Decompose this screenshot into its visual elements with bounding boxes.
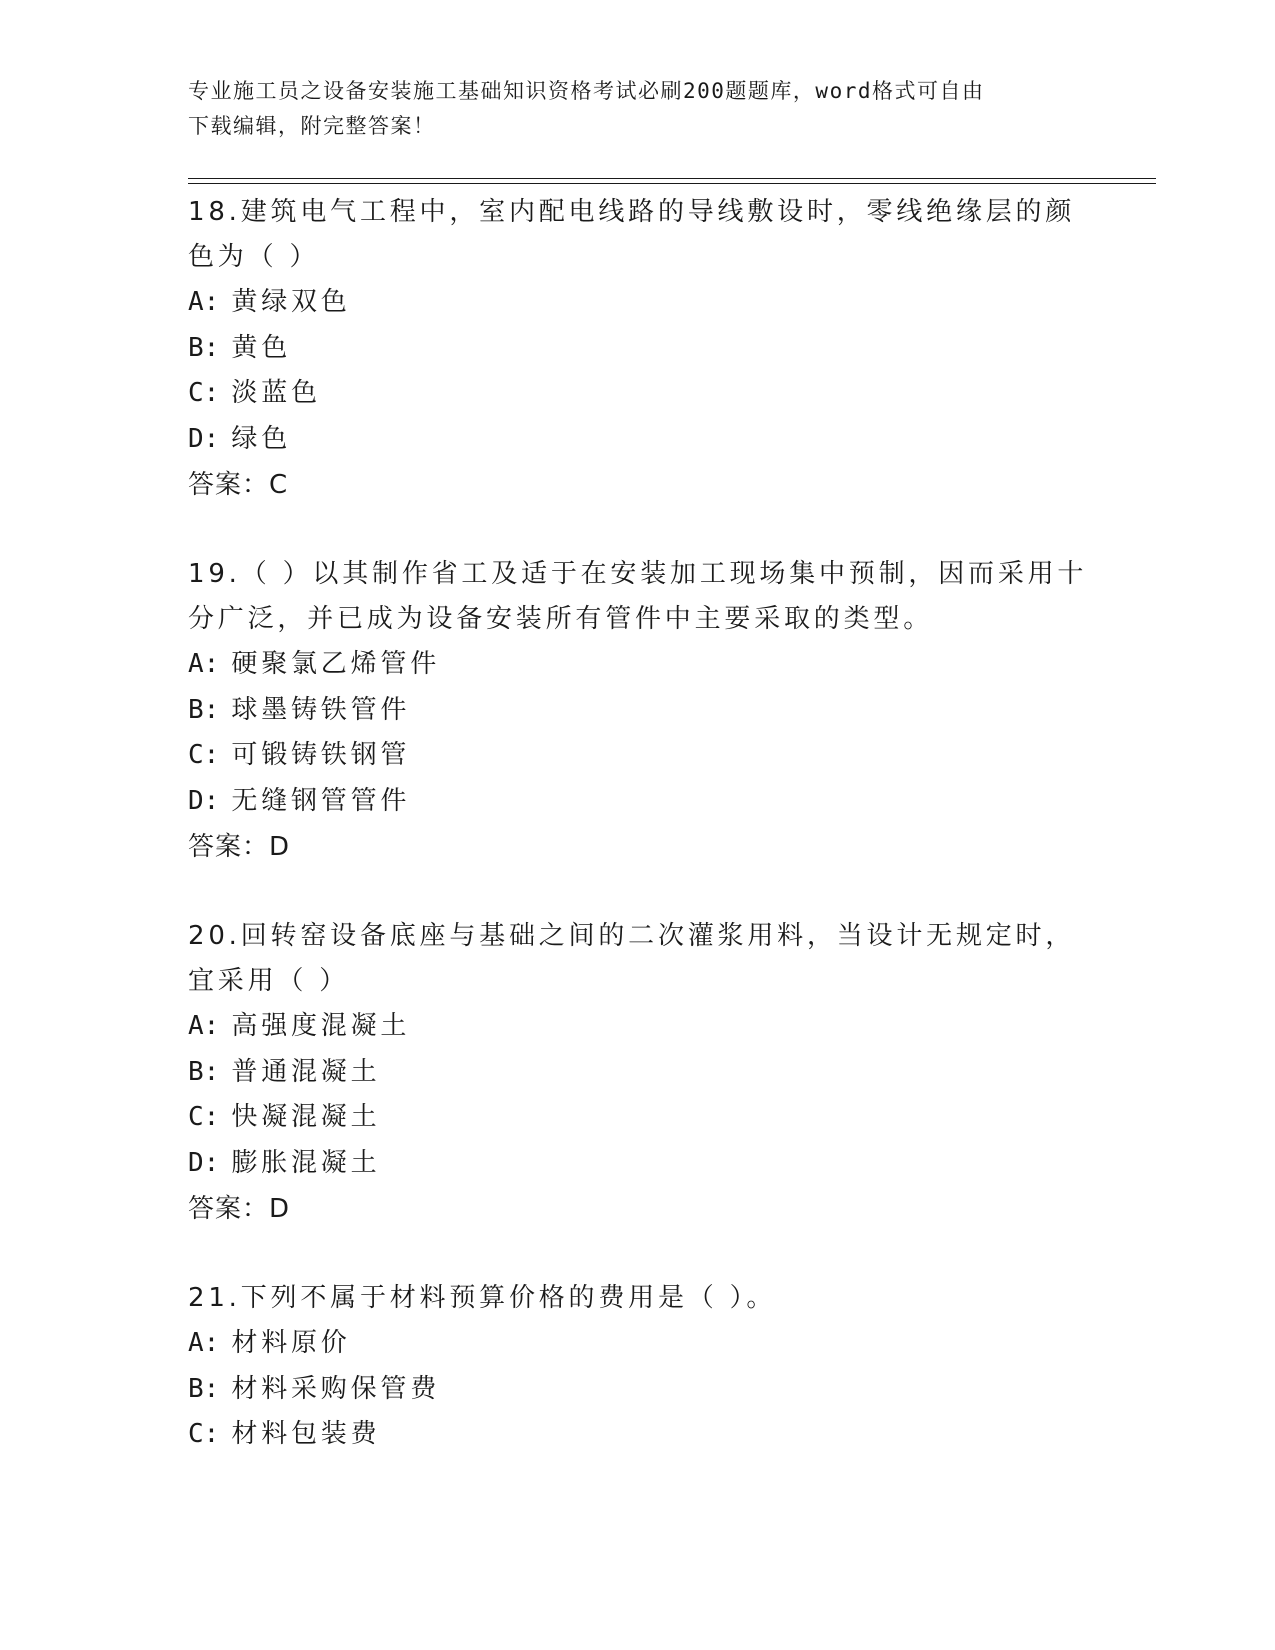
option-text: 黄绿双色 <box>231 287 351 317</box>
option-letter: D: <box>188 423 220 454</box>
question-list <box>188 190 1088 1502</box>
option-text: 球墨铸铁管件 <box>231 694 411 725</box>
option-letter: C: <box>188 1102 220 1132</box>
option-letter: A: <box>188 1328 220 1358</box>
answer-label: 答案：D <box>188 1194 291 1224</box>
option-b <box>188 1050 1088 1096</box>
option-d <box>188 417 1088 463</box>
option-a <box>188 1321 1088 1367</box>
option-letter: A: <box>188 1011 220 1041</box>
option-d <box>188 1141 1088 1187</box>
option-text: 膨胀混凝土 <box>231 1147 381 1178</box>
option-text: 绿色 <box>231 423 291 454</box>
option-text: 材料包装费 <box>231 1419 381 1449</box>
answer-label: 答案：C <box>188 470 289 500</box>
option-c <box>188 371 1088 417</box>
header-divider-bottom <box>188 183 1156 184</box>
question-stem: 21.下列不属于材料预算价格的费用是（ ）。 <box>188 1283 777 1313</box>
question-20 <box>188 914 1088 1232</box>
option-text: 无缝钢管管件 <box>231 785 411 816</box>
option-c <box>188 1095 1088 1141</box>
option-text: 黄色 <box>231 332 291 363</box>
option-b <box>188 326 1088 372</box>
option-b <box>188 688 1088 734</box>
option-a <box>188 1004 1088 1050</box>
option-text: 高强度混凝土 <box>231 1011 411 1041</box>
question-19 <box>188 552 1088 870</box>
option-letter: B: <box>188 1056 220 1087</box>
option-text: 硬聚氯乙烯管件 <box>231 649 440 679</box>
option-letter: B: <box>188 332 220 363</box>
option-text: 材料采购保管费 <box>231 1373 440 1404</box>
option-a <box>188 280 1088 326</box>
option-letter: C: <box>188 378 220 408</box>
option-letter: B: <box>188 1373 220 1404</box>
option-text: 淡蓝色 <box>231 378 321 408</box>
question-18 <box>188 190 1088 508</box>
option-letter: A: <box>188 287 220 317</box>
question-stem: 20.回转窑设备底座与基础之间的二次灌浆用料，当设计无规定时，宜采用（ ） <box>188 921 1076 996</box>
option-letter: C: <box>188 740 220 770</box>
option-text: 材料原价 <box>231 1328 351 1358</box>
option-d <box>188 779 1088 825</box>
question-21 <box>188 1276 1088 1458</box>
option-letter: D: <box>188 785 220 816</box>
answer-label: 答案：D <box>188 832 291 862</box>
header-divider-top <box>188 178 1156 179</box>
option-letter: C: <box>188 1419 220 1449</box>
option-a <box>188 642 1088 688</box>
option-letter: B: <box>188 694 220 725</box>
option-text: 普通混凝土 <box>231 1056 381 1087</box>
question-stem: 19.（ ）以其制作省工及适于在安装加工现场集中预制，因而采用十分广泛，并已成为设备安装所有管件中主要采取的类型。 <box>188 559 1088 634</box>
document-header <box>188 74 1088 144</box>
option-c <box>188 733 1088 779</box>
header-line-2: 下载编辑，附完整答案！ <box>188 114 436 138</box>
question-stem: 18.建筑电气工程中，室内配电线路的导线敷设时，零线绝缘层的颜色为（ ） <box>188 197 1076 272</box>
option-c <box>188 1412 1088 1458</box>
option-text: 可锻铸铁钢管 <box>231 740 411 770</box>
option-text: 快凝混凝土 <box>231 1102 381 1132</box>
option-b <box>188 1367 1088 1413</box>
option-letter: D: <box>188 1147 220 1178</box>
header-line-1: 专业施工员之设备安装施工基础知识资格考试必刷200题题库，word格式可自由 <box>188 79 985 103</box>
option-letter: A: <box>188 649 220 679</box>
